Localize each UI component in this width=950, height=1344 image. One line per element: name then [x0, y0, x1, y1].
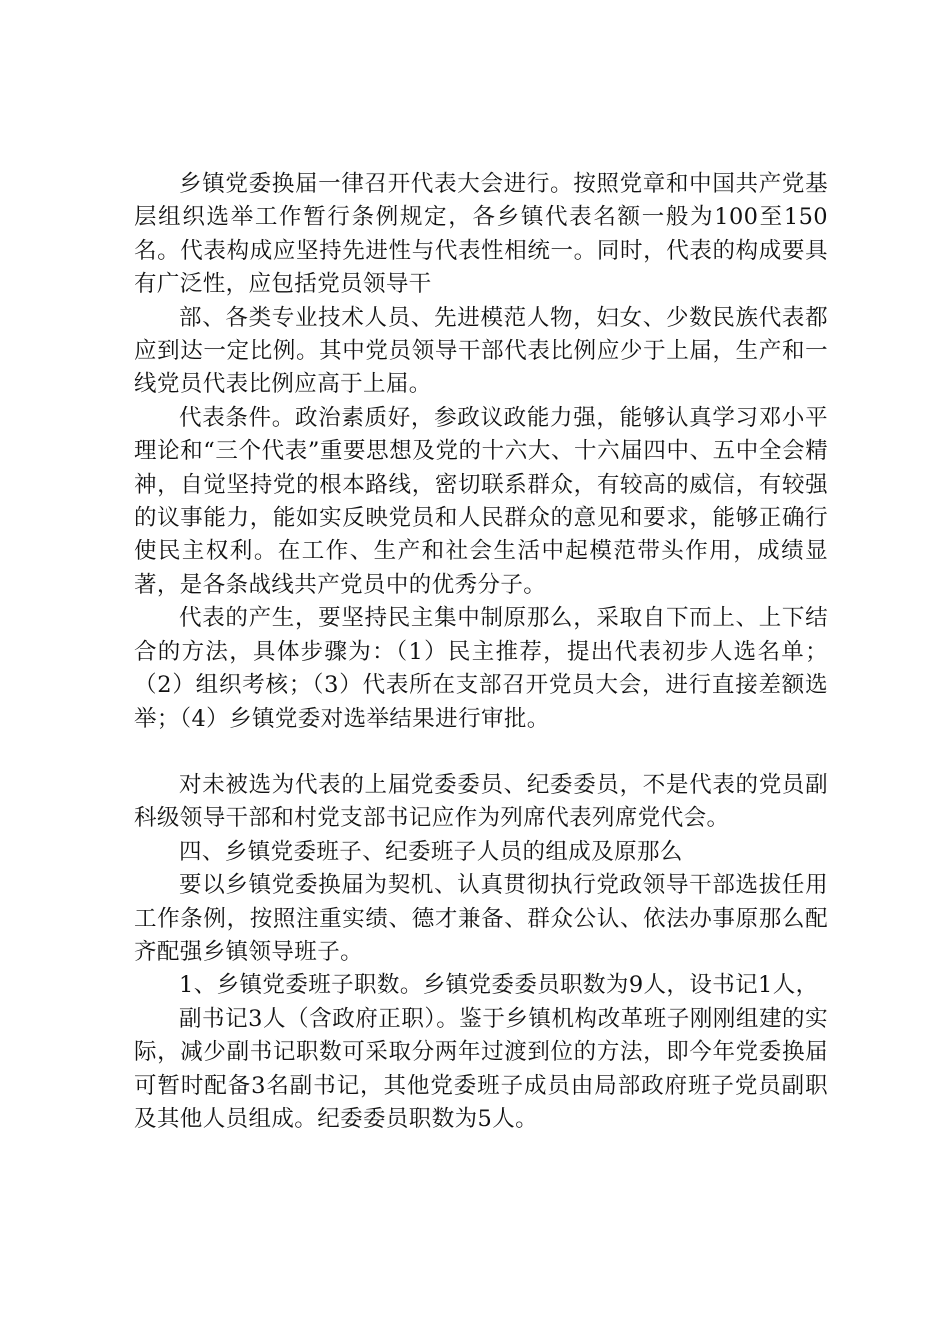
paragraph-deputy-secretaries: 副书记3人（含政府正职）。鉴于乡镇机构改革班子刚刚组建的实际，减少副书记职数可采取分两年过渡到位的方法，即今年党委换届可暂时配备3名副书记，其他党委班子成员由局部政府班子党员副职及其他人员组成。纪委委员职数为5人。: [134, 1005, 828, 1132]
paragraph-delegate-composition: 部、各类专业技术人员、先进模范人物，妇女、少数民族代表都应到达一定比例。其中党员领导干部代表比例应少于上届，生产和一线党员代表比例应高于上届。: [134, 304, 828, 398]
paragraph-delegate-selection: 代表的产生，要坚持民主集中制原那么，采取自下而上、上下结合的方法，具体步骤为：（1）民主推荐，提出代表初步人选名单；（2）组织考核；（3）代表所在支部召开党员大会，进行直接差额选举；（4）乡镇党委对选举结果进行审批。: [134, 605, 828, 732]
paragraph-spacer: [134, 736, 828, 769]
document-body: [134, 168, 828, 1136]
paragraph-leadership-principles: 要以乡镇党委换届为契机、认真贯彻执行党政领导干部选拔任用工作条例，按照注重实绩、德才兼备、群众公认、依法办事原那么配齐配强乡镇领导班子。: [134, 872, 828, 965]
paragraph-delegate-congress: 乡镇党委换届一律召开代表大会进行。按照党章和中国共产党基层组织选举工作暂行条例规定，各乡镇代表名额一般为100至150名。代表构成应坚持先进性与代表性相统一。同时，代表的构成要具有广泛性，应包括党员领导干: [134, 171, 828, 298]
paragraph-committee-size: 1、乡镇党委班子职数。乡镇党委委员职数为9人，设书记1人，: [179, 972, 819, 999]
section-heading: 四、乡镇党委班子、纪委班子人员的组成及原那么: [179, 838, 683, 865]
paragraph-observers: 对未被选为代表的上届党委委员、纪委委员，不是代表的党员副科级领导干部和村党支部书记应作为列席代表列席党代会。: [134, 771, 828, 832]
paragraph-delegate-conditions: 代表条件。政治素质好，参政议政能力强，能够认真学习邓小平理论和“三个代表”重要思想及党的十六大、十六届四中、五中全会精神，自觉坚持党的根本路线，密切联系群众，有较高的威信，有较强的议事能力，能如实反映党员和人民群众的意见和要求，能够正确行使民主权利。在工作、生产和社会生活中起模范带头作用，成绩显著，是各条战线共产党员中的优秀分子。: [134, 404, 828, 598]
